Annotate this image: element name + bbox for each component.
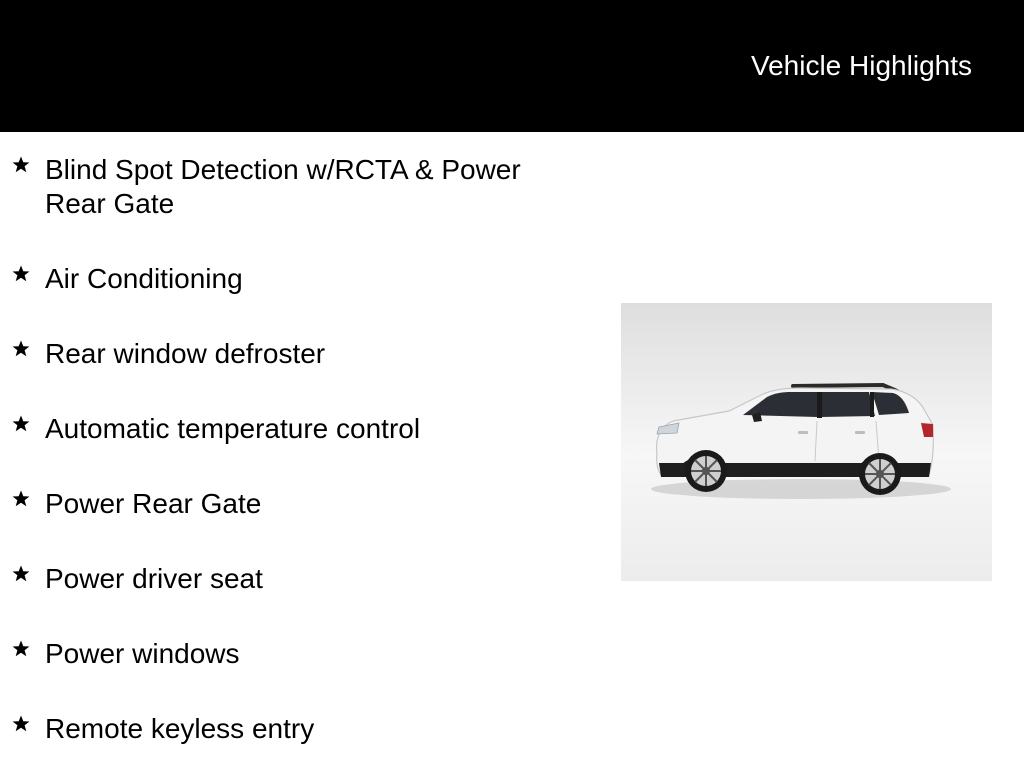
- suv-side-view-image: [621, 303, 992, 581]
- list-item: [0, 712, 575, 768]
- star-icon: [11, 564, 31, 584]
- star-icon: [11, 714, 31, 734]
- page-title: Vehicle Highlights: [750, 50, 972, 81]
- highlight-label: Air Conditioning: [45, 263, 243, 294]
- rear-wheel: [859, 453, 901, 495]
- highlight-label: Power driver seat: [45, 563, 263, 594]
- list-item: [0, 337, 575, 407]
- list-item: [0, 153, 575, 223]
- highlight-label: Remote keyless entry: [45, 713, 315, 744]
- star-icon: [11, 155, 31, 175]
- list-item: [0, 487, 575, 557]
- highlight-label: Blind Spot Detection w/RCTA & Power Rear Gate: [45, 154, 521, 219]
- highlight-label: Rear window defroster: [45, 338, 326, 369]
- highlight-label: Power windows: [45, 638, 240, 669]
- star-icon: [11, 639, 31, 659]
- header-bar: [0, 0, 1024, 132]
- highlight-label: Power Rear Gate: [45, 488, 262, 519]
- star-icon: [11, 264, 31, 284]
- list-item: [0, 412, 575, 482]
- highlight-label: Automatic temperature control: [45, 413, 421, 444]
- vehicle-photo: [621, 303, 992, 581]
- list-item: [0, 262, 575, 332]
- list-item: [0, 562, 575, 632]
- front-wheel: [685, 450, 727, 492]
- star-icon: [11, 414, 31, 434]
- star-icon: [11, 489, 31, 509]
- list-item: [0, 637, 575, 707]
- star-icon: [11, 339, 31, 359]
